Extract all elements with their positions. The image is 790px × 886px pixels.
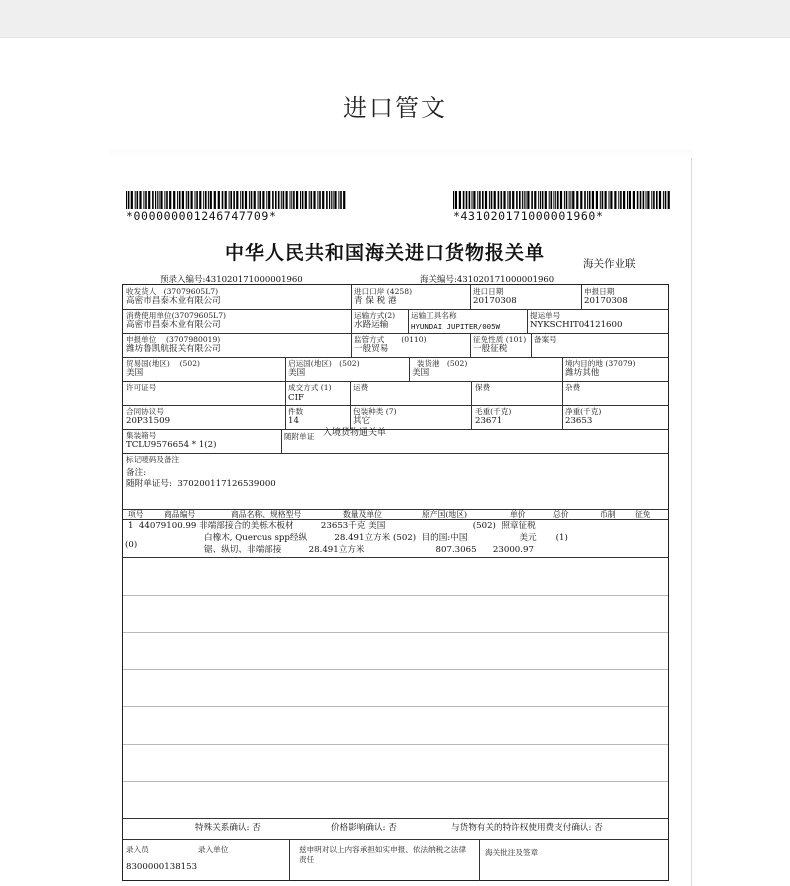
goods-header-code: 商品编号 [164, 510, 196, 519]
packages-label: 件数 [288, 407, 304, 416]
contract-value: 20P31509 [126, 416, 171, 426]
bill-no-value: NYKSCHIT04121600 [530, 320, 623, 330]
paper-shadow [110, 150, 692, 158]
insurance-label: 保费 [475, 383, 491, 392]
page-title: 进口管文 [343, 94, 447, 122]
loading-port-value: 美国 [412, 368, 430, 378]
transport-mode-value: 水路运输 [354, 320, 389, 330]
legal-statement: 兹申明对以上内容承担如实申报、依法纳税之法律责任 [299, 845, 467, 864]
consignee-label: 收发货人 (37079605L7) [126, 287, 219, 296]
entry-clerk-label: 录入员 [126, 845, 149, 854]
import-port-label: 进口口岸 (4258) [354, 287, 413, 296]
goods-header-origin: 原产国(地区) [422, 510, 468, 519]
price-impact-confirm: 价格影响确认: 否 [331, 823, 397, 833]
marks-label: 标记唛码及备注 [126, 455, 180, 464]
packages-value: 14 [288, 416, 299, 426]
record-no-label: 备案号 [534, 335, 557, 344]
goods-header-unit-price: 单价 [510, 510, 526, 519]
consumer-value: 高密市昌泰木业有限公司 [126, 320, 221, 330]
gross-weight-value: 23671 [475, 416, 503, 426]
special-relation-confirm: 特殊关系确认: 否 [195, 823, 261, 833]
goods-header-name: 商品名称、规格型号 [231, 510, 302, 519]
royalty-confirm: 与货物有关的特许权使用费支付确认: 否 [451, 823, 603, 833]
bill-no-label: 提运单号 [530, 311, 561, 320]
barcode-right [453, 191, 671, 209]
copy-label: 海关作业联 [583, 258, 636, 270]
import-date-value: 20170308 [473, 296, 517, 306]
trans-terms-label: 成交方式 (1) [288, 383, 332, 392]
goods-header-currency: 币制 [600, 510, 616, 519]
goods-header-quantity: 数量及单位 [343, 510, 382, 519]
vessel-label: 运输工具名称 [411, 311, 457, 320]
trade-country-label: 贸易国(地区) (502) [126, 359, 200, 368]
barcode-right-text: *431020171000001960* [453, 209, 604, 223]
goods-header-total: 总价 [553, 510, 569, 519]
contract-label: 合同协议号 [126, 407, 164, 416]
attached-docs-label: 随附单证 [284, 432, 315, 441]
origin-country-value: 美国 [288, 368, 306, 378]
prerecord-number: 预录入编号:431020171000001960 [160, 275, 303, 285]
declaration-form [122, 284, 669, 881]
destination-value: 潍坊其他 [565, 368, 600, 378]
supervision-label: 监管方式 (0110) [354, 335, 427, 344]
license-label: 许可证号 [126, 383, 157, 392]
pack-type-label: 包装种类 (7) [353, 407, 397, 416]
freight-label: 运费 [353, 383, 369, 392]
customs-number: 海关编号:431020171000001960 [420, 275, 555, 285]
import-date-label: 进口日期 [473, 287, 504, 296]
levy-nature-value: 一般征税 [473, 344, 508, 354]
vessel-value: HYUNDAI JUPITER/005W [411, 322, 500, 331]
goods-header-levy: 征免 [635, 510, 651, 519]
attached-no: 随附单证号: 370200117126539000 [126, 479, 276, 489]
declarant-label: 申报单位 (3707980019) [126, 335, 221, 344]
entry-number: 8300000138153 [126, 862, 198, 872]
top-toolbar [0, 0, 790, 38]
net-weight-value: 23653 [565, 416, 593, 426]
barcode-left [126, 191, 346, 209]
paper-edge [691, 158, 692, 886]
supervision-value: 一般贸易 [354, 344, 389, 354]
goods-header-item: 项号 [128, 510, 144, 519]
consignee-value: 高密市昌泰木业有限公司 [126, 296, 221, 306]
goods-row-line1: 1 44079100.99 非端部接合的美栎木板材 23653千克 美国 (502) 照章征税 [128, 521, 536, 531]
levy-nature-label: 征免性质 (101) [473, 335, 527, 344]
container-value: TCLU9576654 * 1(2) [126, 440, 217, 450]
pack-type-value: 其它 [353, 416, 371, 426]
declaration-title: 中华人民共和国海关进口货物报关单 [224, 242, 545, 264]
consumer-label: 消费使用单位(37079605L7) [126, 311, 227, 320]
origin-country-label: 启运国(地区) (502) [288, 359, 360, 368]
trade-country-value: 美国 [126, 368, 144, 378]
destination-label: 境内目的地 (37079) [565, 359, 636, 368]
goods-row-line3: 锯、纵切、非端部接 28.491立方米 807.3065 23000.97 [204, 545, 534, 555]
declare-date-value: 20170308 [584, 296, 628, 306]
customs-note-label: 海关批注及签章 [485, 848, 539, 857]
declare-date-label: 申报日期 [584, 287, 615, 296]
container-label: 集装箱号 [126, 431, 157, 440]
loading-port-label: 装货港 (502) [416, 359, 468, 368]
gross-weight-label: 毛重(千克) [475, 407, 512, 416]
declarant-value: 潍坊鲁凯航报关有限公司 [126, 344, 221, 354]
barcode-left-text: *000000001246747709* [126, 209, 277, 223]
remarks-label: 备注: [126, 468, 147, 478]
goods-row-line2: 白橡木, Quercus spp经纵 28.491立方米 (502) 目的国:中国 美元 (1) [204, 533, 568, 543]
net-weight-label: 净重(千克) [565, 407, 602, 416]
import-port-value: 青 保 税 港 [354, 296, 397, 306]
entry-unit-label: 录入单位 [198, 845, 229, 854]
transport-mode-label: 运输方式(2) [354, 311, 396, 320]
goods-row-levy-code: (0) [125, 540, 138, 550]
misc-label: 杂费 [565, 383, 581, 392]
trans-terms-value: CIF [288, 393, 304, 403]
attached-docs-value: 入境货物通关单 [323, 428, 387, 438]
